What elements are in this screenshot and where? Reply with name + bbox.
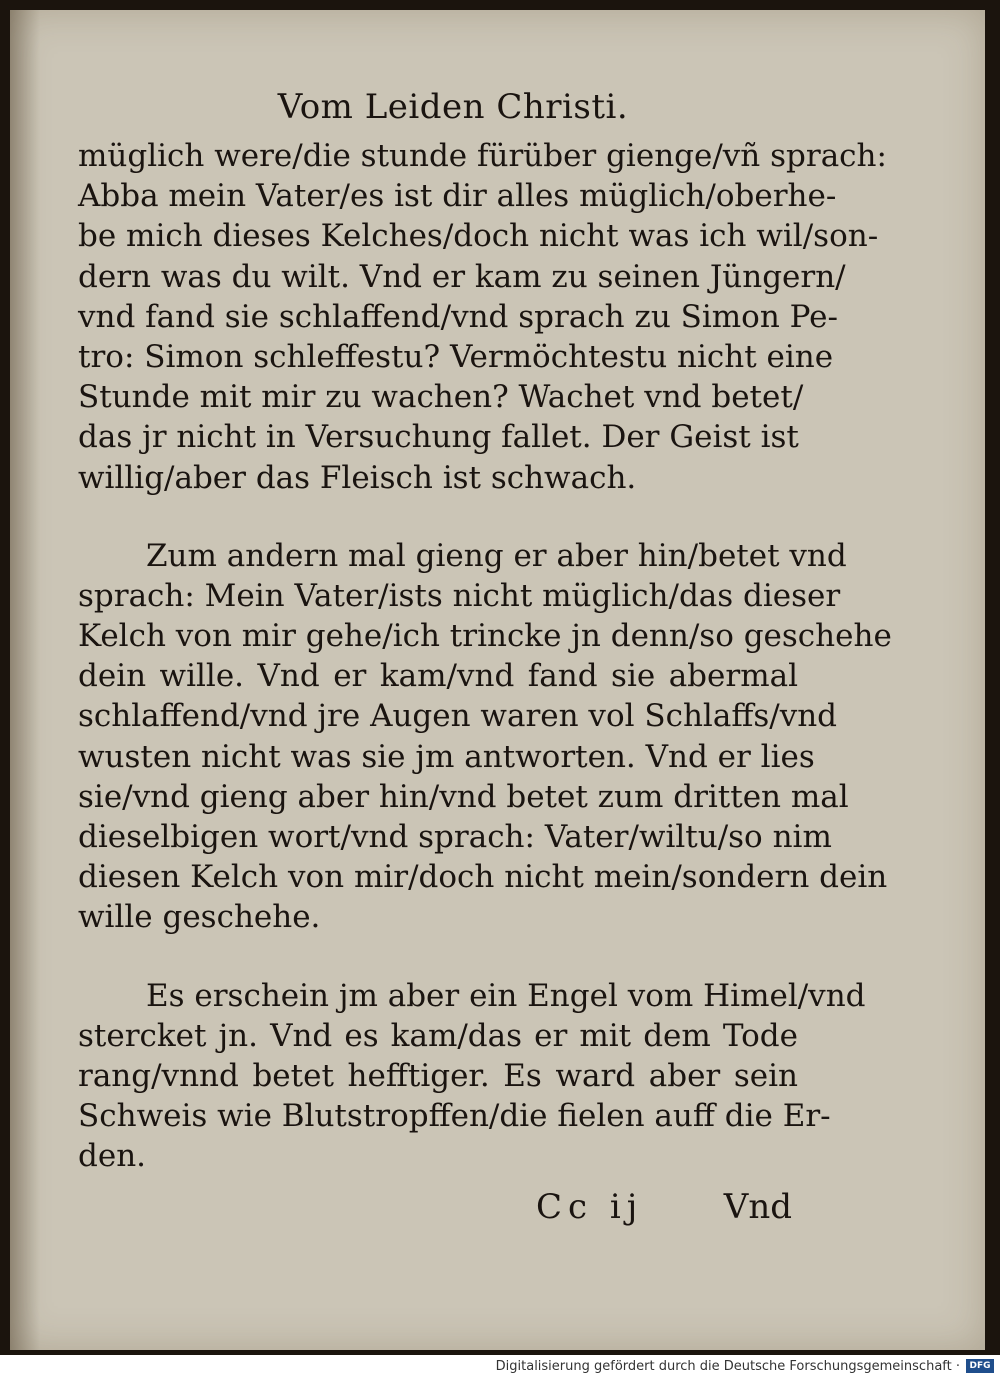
text-line: Abba mein Vater/es ist dir alles müglich/oberhe- — [78, 178, 837, 215]
text-line: be mich dieses Kelches/doch nicht was ich wil/son- — [78, 218, 879, 255]
running-head: Vom Leiden Christi. — [277, 87, 629, 127]
text-line: Kelch von mir gehe/ich trincke jn denn/so geschehe — [78, 618, 892, 655]
paragraph-gap — [78, 498, 798, 536]
text-line: tro: Simon schleffestu? Vermöchtestu nicht eine — [78, 338, 834, 375]
text-line: stercket jn. Vnd es kam/das er mit dem Tode — [78, 1017, 798, 1054]
funding-credit: Digitalisierung gefördert durch die Deutsche Forschungsgemeinschaft · — [495, 1359, 960, 1374]
text-line: Stunde mit mir zu wachen? Wachet vnd betet/ — [78, 379, 804, 416]
text-line: sprach: Mein Vater/ists nicht müglich/das dieser — [78, 577, 841, 614]
text-line: Schweis wie Blutstropffen/die fielen auff die Er- — [78, 1098, 831, 1135]
text-line: sie/vnd gieng aber hin/vnd betet zum dritten mal — [78, 778, 849, 815]
paragraph-2 — [78, 536, 892, 938]
text-line: dieselbigen wort/vnd sprach: Vater/wiltu/so nim — [78, 819, 832, 855]
text-line: das jr nicht in Versuchung fallet. Der Geist ist — [78, 419, 799, 456]
text-line: rang/vnnd betet hefftiger. Es ward aber sein — [78, 1057, 798, 1094]
page-foot — [78, 1179, 798, 1239]
text-line: willig/aber das Fleisch ist schwach. — [78, 459, 637, 496]
catchword: Vnd — [723, 1186, 792, 1227]
book-page — [10, 10, 985, 1350]
text-line: dern was du wilt. Vnd er kam zu seinen Jüngern/ — [78, 258, 846, 295]
text-line: dein wille. Vnd er kam/vnd fand sie abermal — [78, 658, 798, 695]
text-line: Zum andern mal gieng er aber hin/betet vnd — [146, 537, 847, 574]
digitization-footer — [0, 1355, 1000, 1379]
text-line: wusten nicht was sie jm antworten. Vnd er lies — [78, 738, 815, 775]
paragraph-3 — [78, 976, 866, 1177]
text-line: schlaffend/vnd jre Augen waren vol Schlaffs/vnd — [78, 698, 838, 735]
text-line: diesen Kelch von mir/doch nicht mein/sondern dein — [78, 859, 888, 896]
signature-mark: Cc ij — [536, 1186, 644, 1227]
paragraph-gap — [78, 938, 798, 976]
paragraph-1 — [78, 136, 887, 498]
text-line: müglich were/die stunde fürüber gienge/vñ sprach: — [78, 138, 887, 174]
text-line: den. — [78, 1138, 147, 1175]
text-line: wille geschehe. — [78, 899, 321, 936]
dfg-logo-icon: DFG — [966, 1359, 994, 1373]
gutter-shadow — [10, 10, 40, 1350]
text-line: vnd fand sie schlaffend/vnd sprach zu Simon Pe- — [78, 298, 838, 335]
text-line: Es erschein jm aber ein Engel vom Himel/vnd — [146, 977, 866, 1014]
text-block — [78, 82, 892, 1239]
